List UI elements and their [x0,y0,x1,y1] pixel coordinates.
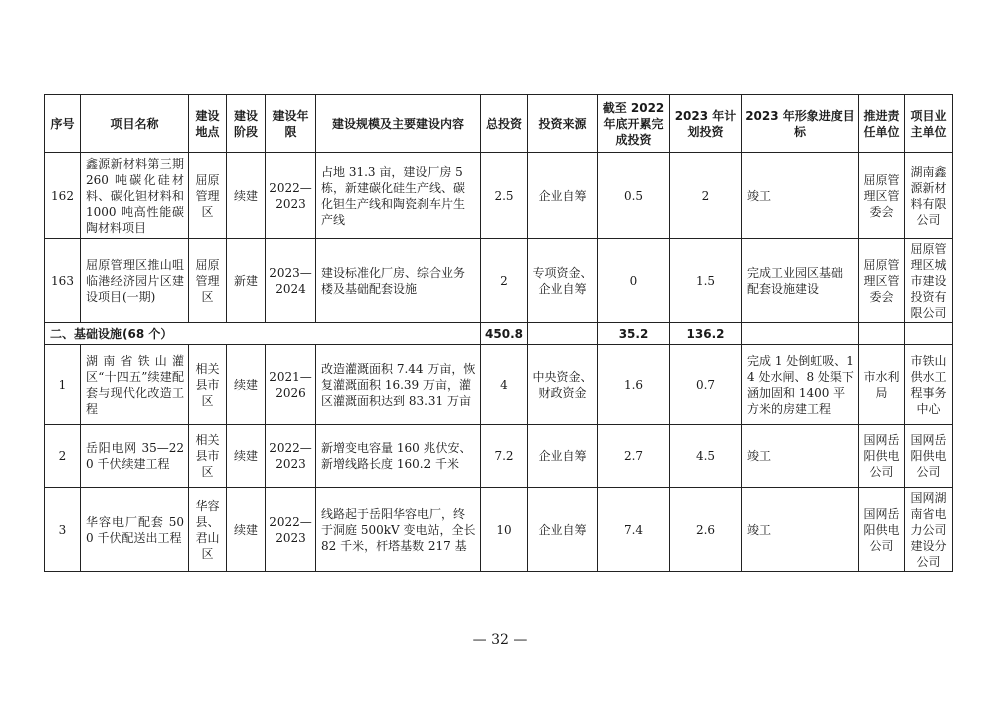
table-row [45,239,953,323]
cell-goal2023: 竣工 [742,488,859,572]
table-row [45,425,953,488]
cell-total: 10 [481,488,528,572]
cell-location: 屈原管理区 [189,153,227,239]
header-location: 建设地点 [189,95,227,153]
cell-owner: 国网岳阳供电公司 [905,425,953,488]
cell-goal2023: 竣工 [742,425,859,488]
header-resp: 推进责任单位 [859,95,905,153]
category-owner-empty [905,323,953,345]
cell-goal2023: 完成工业园区基础配套设施建设 [742,239,859,323]
category-resp-empty [859,323,905,345]
header-plan2023: 2023 年计划投资 [670,95,742,153]
cell-location: 相关县市区 [189,345,227,425]
cell-total: 4 [481,345,528,425]
cell-period: 2022—2023 [266,425,316,488]
cell-completed: 2.7 [598,425,670,488]
cell-stage: 续建 [227,153,266,239]
cell-completed: 0.5 [598,153,670,239]
cell-plan2023: 1.5 [670,239,742,323]
category-total: 450.8 [481,323,528,345]
project-table [44,94,953,572]
cell-stage: 续建 [227,488,266,572]
cell-total: 2 [481,239,528,323]
cell-source: 企业自筹 [528,488,598,572]
cell-plan2023: 0.7 [670,345,742,425]
cell-completed: 1.6 [598,345,670,425]
cell-scale: 建设标准化厂房、综合业务楼及基础配套设施 [316,239,481,323]
cell-stage: 新建 [227,239,266,323]
cell-location: 屈原管理区 [189,239,227,323]
cell-scale: 线路起于岳阳华容电厂，终于洞庭 500kV 变电站，全长 82 千米，杆塔基数 217 基 [316,488,481,572]
cell-name: 岳阳电网 35—220 千伏续建工程 [81,425,189,488]
cell-scale: 占地 31.3 亩，建设厂房 5 栋，新建碳化硅生产线、碳化钽生产线和陶瓷刹车片生产线 [316,153,481,239]
cell-resp: 市水利局 [859,345,905,425]
cell-total: 7.2 [481,425,528,488]
cell-source: 企业自筹 [528,153,598,239]
cell-owner: 市铁山供水工程事务中心 [905,345,953,425]
page-number: — 32 — [472,632,528,648]
cell-source: 专项资金、企业自筹 [528,239,598,323]
cell-owner: 屈原管理区城市建设投资有限公司 [905,239,953,323]
cell-completed: 7.4 [598,488,670,572]
cell-location: 相关县市区 [189,425,227,488]
cell-owner: 国网湖南省电力公司建设分公司 [905,488,953,572]
category-source-empty [528,323,598,345]
category-row [45,323,953,345]
header-name: 项目名称 [81,95,189,153]
cell-resp: 国网岳阳供电公司 [859,425,905,488]
table-row [45,345,953,425]
cell-location: 华容县、君山区 [189,488,227,572]
cell-seq: 3 [45,488,81,572]
cell-seq: 163 [45,239,81,323]
cell-plan2023: 2 [670,153,742,239]
cell-name: 屈原管理区推山咀临港经济园片区建设项目(一期) [81,239,189,323]
header-completed: 截至 2022 年底开累完成投资 [598,95,670,153]
category-label: 二、基础设施(68 个） [45,323,481,345]
cell-scale: 改造灌溉面积 7.44 万亩，恢复灌溉面积 16.39 万亩，灌区灌溉面积达到 83.31 万亩 [316,345,481,425]
table-row [45,153,953,239]
table-row [45,488,953,572]
header-period: 建设年限 [266,95,316,153]
cell-goal2023: 竣工 [742,153,859,239]
cell-source: 中央资金、财政资金 [528,345,598,425]
header-seq: 序号 [45,95,81,153]
header-goal2023: 2023 年形象进度目标 [742,95,859,153]
cell-period: 2021—2026 [266,345,316,425]
cell-goal2023: 完成 1 处倒虹吸、14 处水闸、8 处渠下涵加固和 1400 平方米的房建工程 [742,345,859,425]
cell-plan2023: 2.6 [670,488,742,572]
cell-owner: 湖南鑫源新材料有限公司 [905,153,953,239]
cell-name: 湖南省铁山灌区“十四五”续建配套与现代化改造工程 [81,345,189,425]
header-source: 投资来源 [528,95,598,153]
cell-stage: 续建 [227,425,266,488]
category-plan2023: 136.2 [670,323,742,345]
cell-seq: 1 [45,345,81,425]
header-total: 总投资 [481,95,528,153]
category-goal-empty [742,323,859,345]
cell-period: 2023—2024 [266,239,316,323]
cell-plan2023: 4.5 [670,425,742,488]
cell-total: 2.5 [481,153,528,239]
cell-source: 企业自筹 [528,425,598,488]
table-header-row [45,95,953,153]
category-completed: 35.2 [598,323,670,345]
cell-stage: 续建 [227,345,266,425]
header-stage: 建设阶段 [227,95,266,153]
header-scale: 建设规模及主要建设内容 [316,95,481,153]
cell-scale: 新增变电容量 160 兆伏安、新增线路长度 160.2 千米 [316,425,481,488]
cell-name: 鑫源新材料第三期 260 吨碳化硅材料、碳化钽材料和 1000 吨高性能碳陶材料项目 [81,153,189,239]
cell-period: 2022—2023 [266,153,316,239]
cell-resp: 国网岳阳供电公司 [859,488,905,572]
cell-name: 华容电厂配套 500 千伏配送出工程 [81,488,189,572]
cell-resp: 屈原管理区管委会 [859,153,905,239]
header-owner: 项目业主单位 [905,95,953,153]
cell-resp: 屈原管理区管委会 [859,239,905,323]
cell-period: 2022—2023 [266,488,316,572]
cell-seq: 2 [45,425,81,488]
cell-seq: 162 [45,153,81,239]
cell-completed: 0 [598,239,670,323]
